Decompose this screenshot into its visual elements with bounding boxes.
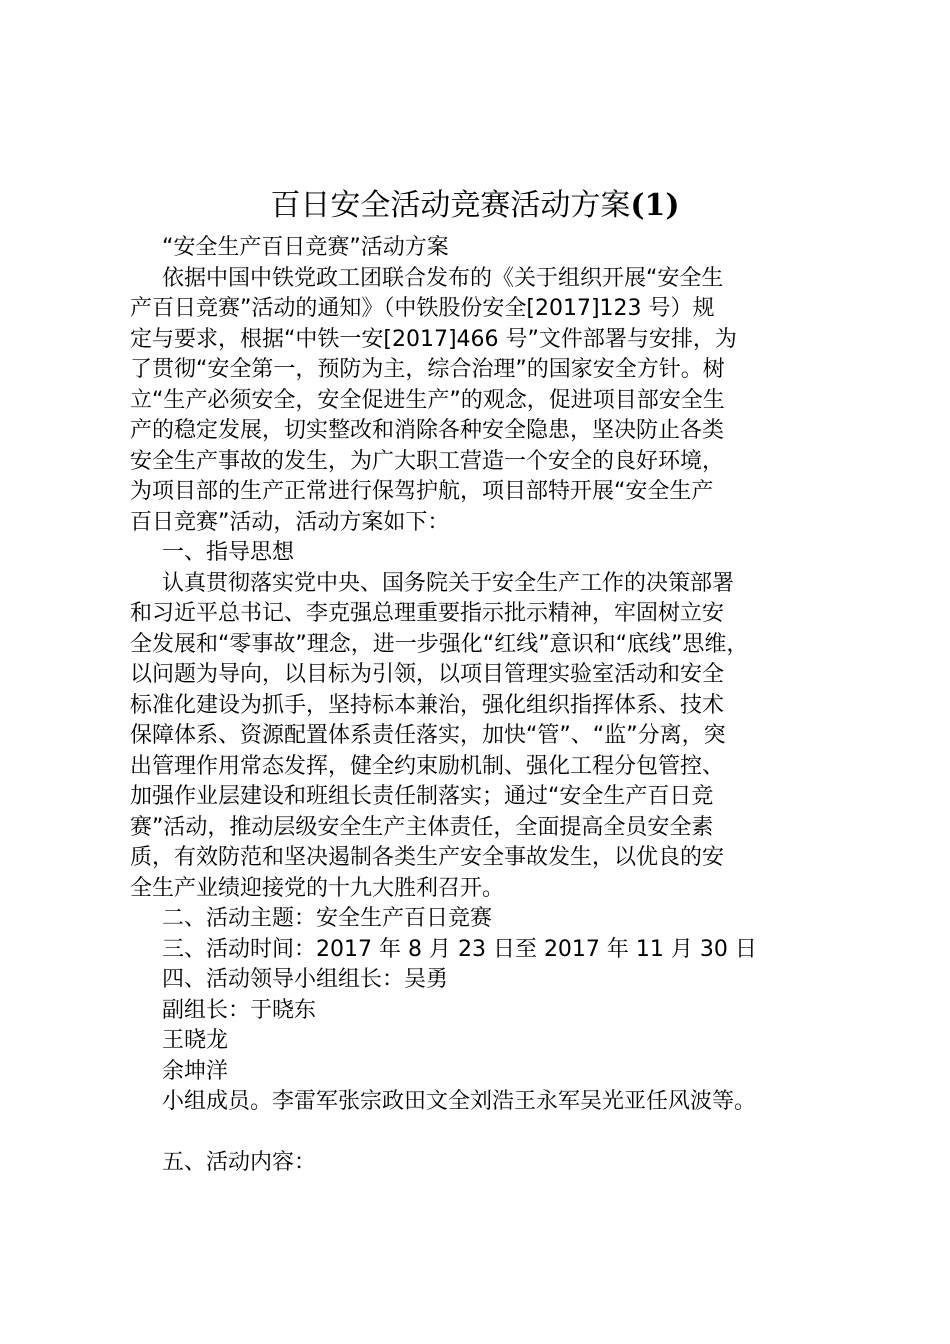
blank-line bbox=[130, 1118, 850, 1149]
paragraph-line: 百日竞赛”活动，活动方案如下： bbox=[130, 509, 450, 535]
paragraph-line: 认真贯彻落实党中央、国务院关于安全生产工作的决策部署 bbox=[162, 570, 735, 596]
paragraph-line: 了贯彻“安全第一，预防为主，综合治理”的国家安全方针。树 bbox=[130, 357, 725, 382]
paragraph-line: 质，有效防范和坚决遏制各类生产安全事故发生，以优良的安 bbox=[130, 845, 725, 870]
paragraph-line: 五、活动内容： bbox=[162, 1150, 317, 1175]
paragraph-line: 小组成员。李雷军张宗政田文全刘浩王永军吴光亚任风波等。 bbox=[162, 1089, 757, 1114]
paragraph-line: 一、指导思想 bbox=[162, 540, 295, 565]
paragraph-line: 全发展和“零事故”理念，进一步强化“红线”意识和“底线”思维， bbox=[130, 631, 749, 657]
document-title bbox=[0, 186, 950, 226]
paragraph-line: 和习近平总书记、李克强总理重要指示批示精神，牢固树立安 bbox=[130, 601, 725, 626]
title-main: 百日安全活动竞赛活动方案 bbox=[270, 188, 631, 223]
paragraph-line: 产百日竞赛”活动的通知》（中铁股份安全[2017]123 号）规 bbox=[130, 296, 715, 321]
paragraph-line: 依据中国中铁党政工团联合发布的《关于组织开展“安全生 bbox=[162, 265, 724, 291]
paragraph-line: 余坤洋 bbox=[162, 1058, 229, 1084]
paragraph-line: 标准化建设为抓手，坚持标本兼治，强化组织指挥体系、技术 bbox=[130, 692, 725, 718]
paragraph-line: 为项目部的生产正常进行保驾护航，项目部特开展“安全生产 bbox=[130, 479, 714, 504]
paragraph-line: 立“生产必须安全，安全促进生产”的观念，促进项目部安全生 bbox=[130, 387, 725, 413]
paragraph-line: 加强作业层建设和班组长责任制落实；通过“安全生产百日竞 bbox=[130, 784, 714, 809]
paragraph-line: 产的稳定发展，切实整改和消除各种安全隐患，坚决防止各类 bbox=[130, 418, 725, 443]
paragraph-line: “安全生产百日竞赛”活动方案 bbox=[162, 235, 449, 260]
paragraph-line: 安全生产事故的发生，为广大职工营造一个安全的良好环境， bbox=[130, 448, 725, 474]
document-body bbox=[130, 233, 850, 1179]
paragraph-line: 三、活动时间：2017 年 8 月 23 日至 2017 年 11 月 30 日 bbox=[162, 936, 757, 962]
paragraph-line: 全生产业绩迎接党的十九大胜利召开。 bbox=[130, 875, 505, 901]
paragraph-line: 赛”活动，推动层级安全生产主体责任，全面提高全员安全素 bbox=[130, 814, 714, 840]
paragraph-line: 定与要求，根据“中铁一安[2017]466 号”文件部署与安排，为 bbox=[130, 326, 737, 352]
title-suffix: (1) bbox=[630, 188, 680, 223]
paragraph-line: 王晓龙 bbox=[162, 1028, 229, 1053]
paragraph-line: 二、活动主题：安全生产百日竞赛 bbox=[162, 906, 493, 931]
paragraph-line: 出管理作用常态发挥，健全约束励机制、强化工程分包管控、 bbox=[130, 753, 725, 779]
paragraph-line: 保障体系、资源配置体系责任落实，加快“管”、“监”分离，突 bbox=[130, 723, 726, 748]
paragraph-line: 四、活动领导小组组长：吴勇 bbox=[162, 967, 449, 992]
paragraph-line: 以问题为导向，以目标为引领，以项目管理实验室活动和安全 bbox=[130, 662, 725, 687]
paragraph-line: 副组长：于晓东 bbox=[162, 997, 317, 1023]
